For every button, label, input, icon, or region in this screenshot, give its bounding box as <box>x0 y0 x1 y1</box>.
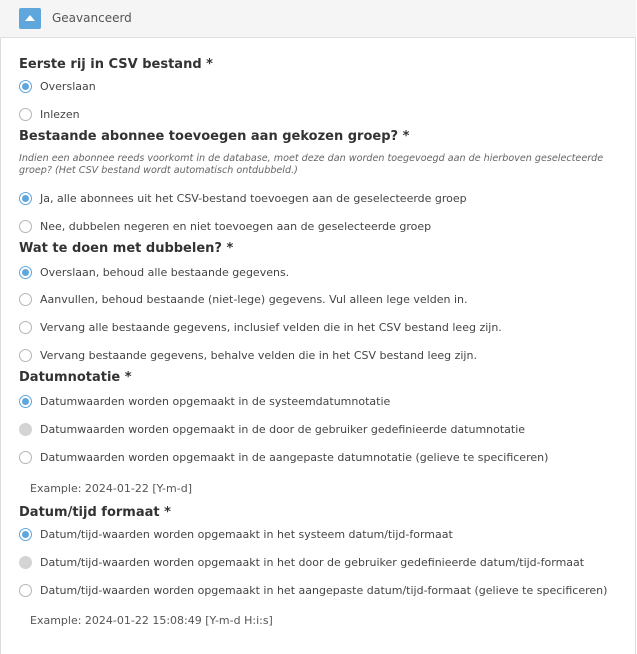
option-label: Nee, dubbelen negeren en niet toevoegen aan de geselecteerde groep <box>40 219 432 233</box>
csv-first-row-option-skip[interactable] <box>19 77 96 95</box>
radio-icon[interactable] <box>19 528 32 541</box>
duplicates-option-supplement[interactable] <box>19 290 467 308</box>
add-to-group-option-no[interactable] <box>19 217 431 235</box>
datetime-format-option-user[interactable] <box>19 553 584 571</box>
radio-icon[interactable] <box>19 293 32 306</box>
radio-icon[interactable] <box>19 423 32 436</box>
date-notation-example: Example: 2024-01-22 [Y-m-d] <box>30 482 192 495</box>
csv-first-row-heading: Eerste rij in CSV bestand * <box>19 57 213 72</box>
radio-icon[interactable] <box>19 192 32 205</box>
option-label: Datumwaarden worden opgemaakt in de door de gebruiker gedefinieerde datumnotatie <box>40 422 526 436</box>
option-label: Overslaan <box>40 79 96 93</box>
datetime-format-option-system[interactable] <box>19 525 453 543</box>
duplicates-heading: Wat te doen met dubbelen? * <box>19 241 234 256</box>
radio-icon[interactable] <box>19 266 32 279</box>
radio-icon[interactable] <box>19 395 32 408</box>
option-label: Overslaan, behoud alle bestaande gegevens. <box>40 265 290 279</box>
duplicates-option-skip[interactable] <box>19 263 289 281</box>
duplicates-option-replace-all[interactable] <box>19 318 502 336</box>
datetime-format-option-custom[interactable] <box>19 581 607 599</box>
option-label: Datumwaarden worden opgemaakt in de systeemdatumnotatie <box>40 394 391 408</box>
chevron-up-icon <box>25 15 35 21</box>
option-label: Vervang bestaande gegevens, behalve velden die in het CSV bestand leeg zijn. <box>40 348 477 362</box>
add-to-group-help: Indien een abonnee reeds voorkomt in de database, moet deze dan worden toegevoegd aan de hierboven geselecteerde groep? (Het CSV bestand wordt automatisch ontdubbeld.) <box>19 153 604 176</box>
option-label: Datum/tijd-waarden worden opgemaakt in het aangepaste datum/tijd-formaat (gelieve te specificeren) <box>40 583 608 597</box>
option-label: Datum/tijd-waarden worden opgemaakt in het systeem datum/tijd-formaat <box>40 527 453 541</box>
radio-icon[interactable] <box>19 220 32 233</box>
radio-icon[interactable] <box>19 321 32 334</box>
panel-title: Geavanceerd <box>52 11 132 25</box>
radio-icon[interactable] <box>19 349 32 362</box>
radio-icon[interactable] <box>19 451 32 464</box>
date-notation-option-custom[interactable] <box>19 448 548 466</box>
datetime-format-example: Example: 2024-01-22 15:08:49 [Y-m-d H:i:s] <box>30 614 273 627</box>
collapse-button[interactable] <box>19 8 41 29</box>
radio-icon[interactable] <box>19 80 32 93</box>
csv-first-row-option-read[interactable] <box>19 105 80 123</box>
option-label: Datum/tijd-waarden worden opgemaakt in het door de gebruiker gedefinieerde datum/tijd-formaat <box>40 555 585 569</box>
radio-icon[interactable] <box>19 584 32 597</box>
option-label: Datumwaarden worden opgemaakt in de aangepaste datumnotatie (gelieve te specificeren) <box>40 450 549 464</box>
add-to-group-heading: Bestaande abonnee toevoegen aan gekozen groep? * <box>19 129 410 144</box>
option-label: Vervang alle bestaande gegevens, inclusief velden die in het CSV bestand leeg zijn. <box>40 320 502 334</box>
date-notation-heading: Datumnotatie * <box>19 370 132 385</box>
option-label: Ja, alle abonnees uit het CSV-bestand toevoegen aan de geselecteerde groep <box>40 191 467 205</box>
option-label: Aanvullen, behoud bestaande (niet-lege) gegevens. Vul alleen lege velden in. <box>40 292 468 306</box>
datetime-format-heading: Datum/tijd formaat * <box>19 505 171 520</box>
add-to-group-option-yes[interactable] <box>19 189 467 207</box>
duplicates-option-replace-nonempty[interactable] <box>19 346 477 364</box>
date-notation-option-user[interactable] <box>19 420 525 438</box>
option-label: Inlezen <box>40 107 80 121</box>
radio-icon[interactable] <box>19 108 32 121</box>
panel-header[interactable] <box>0 0 636 38</box>
date-notation-option-system[interactable] <box>19 392 390 410</box>
radio-icon[interactable] <box>19 556 32 569</box>
